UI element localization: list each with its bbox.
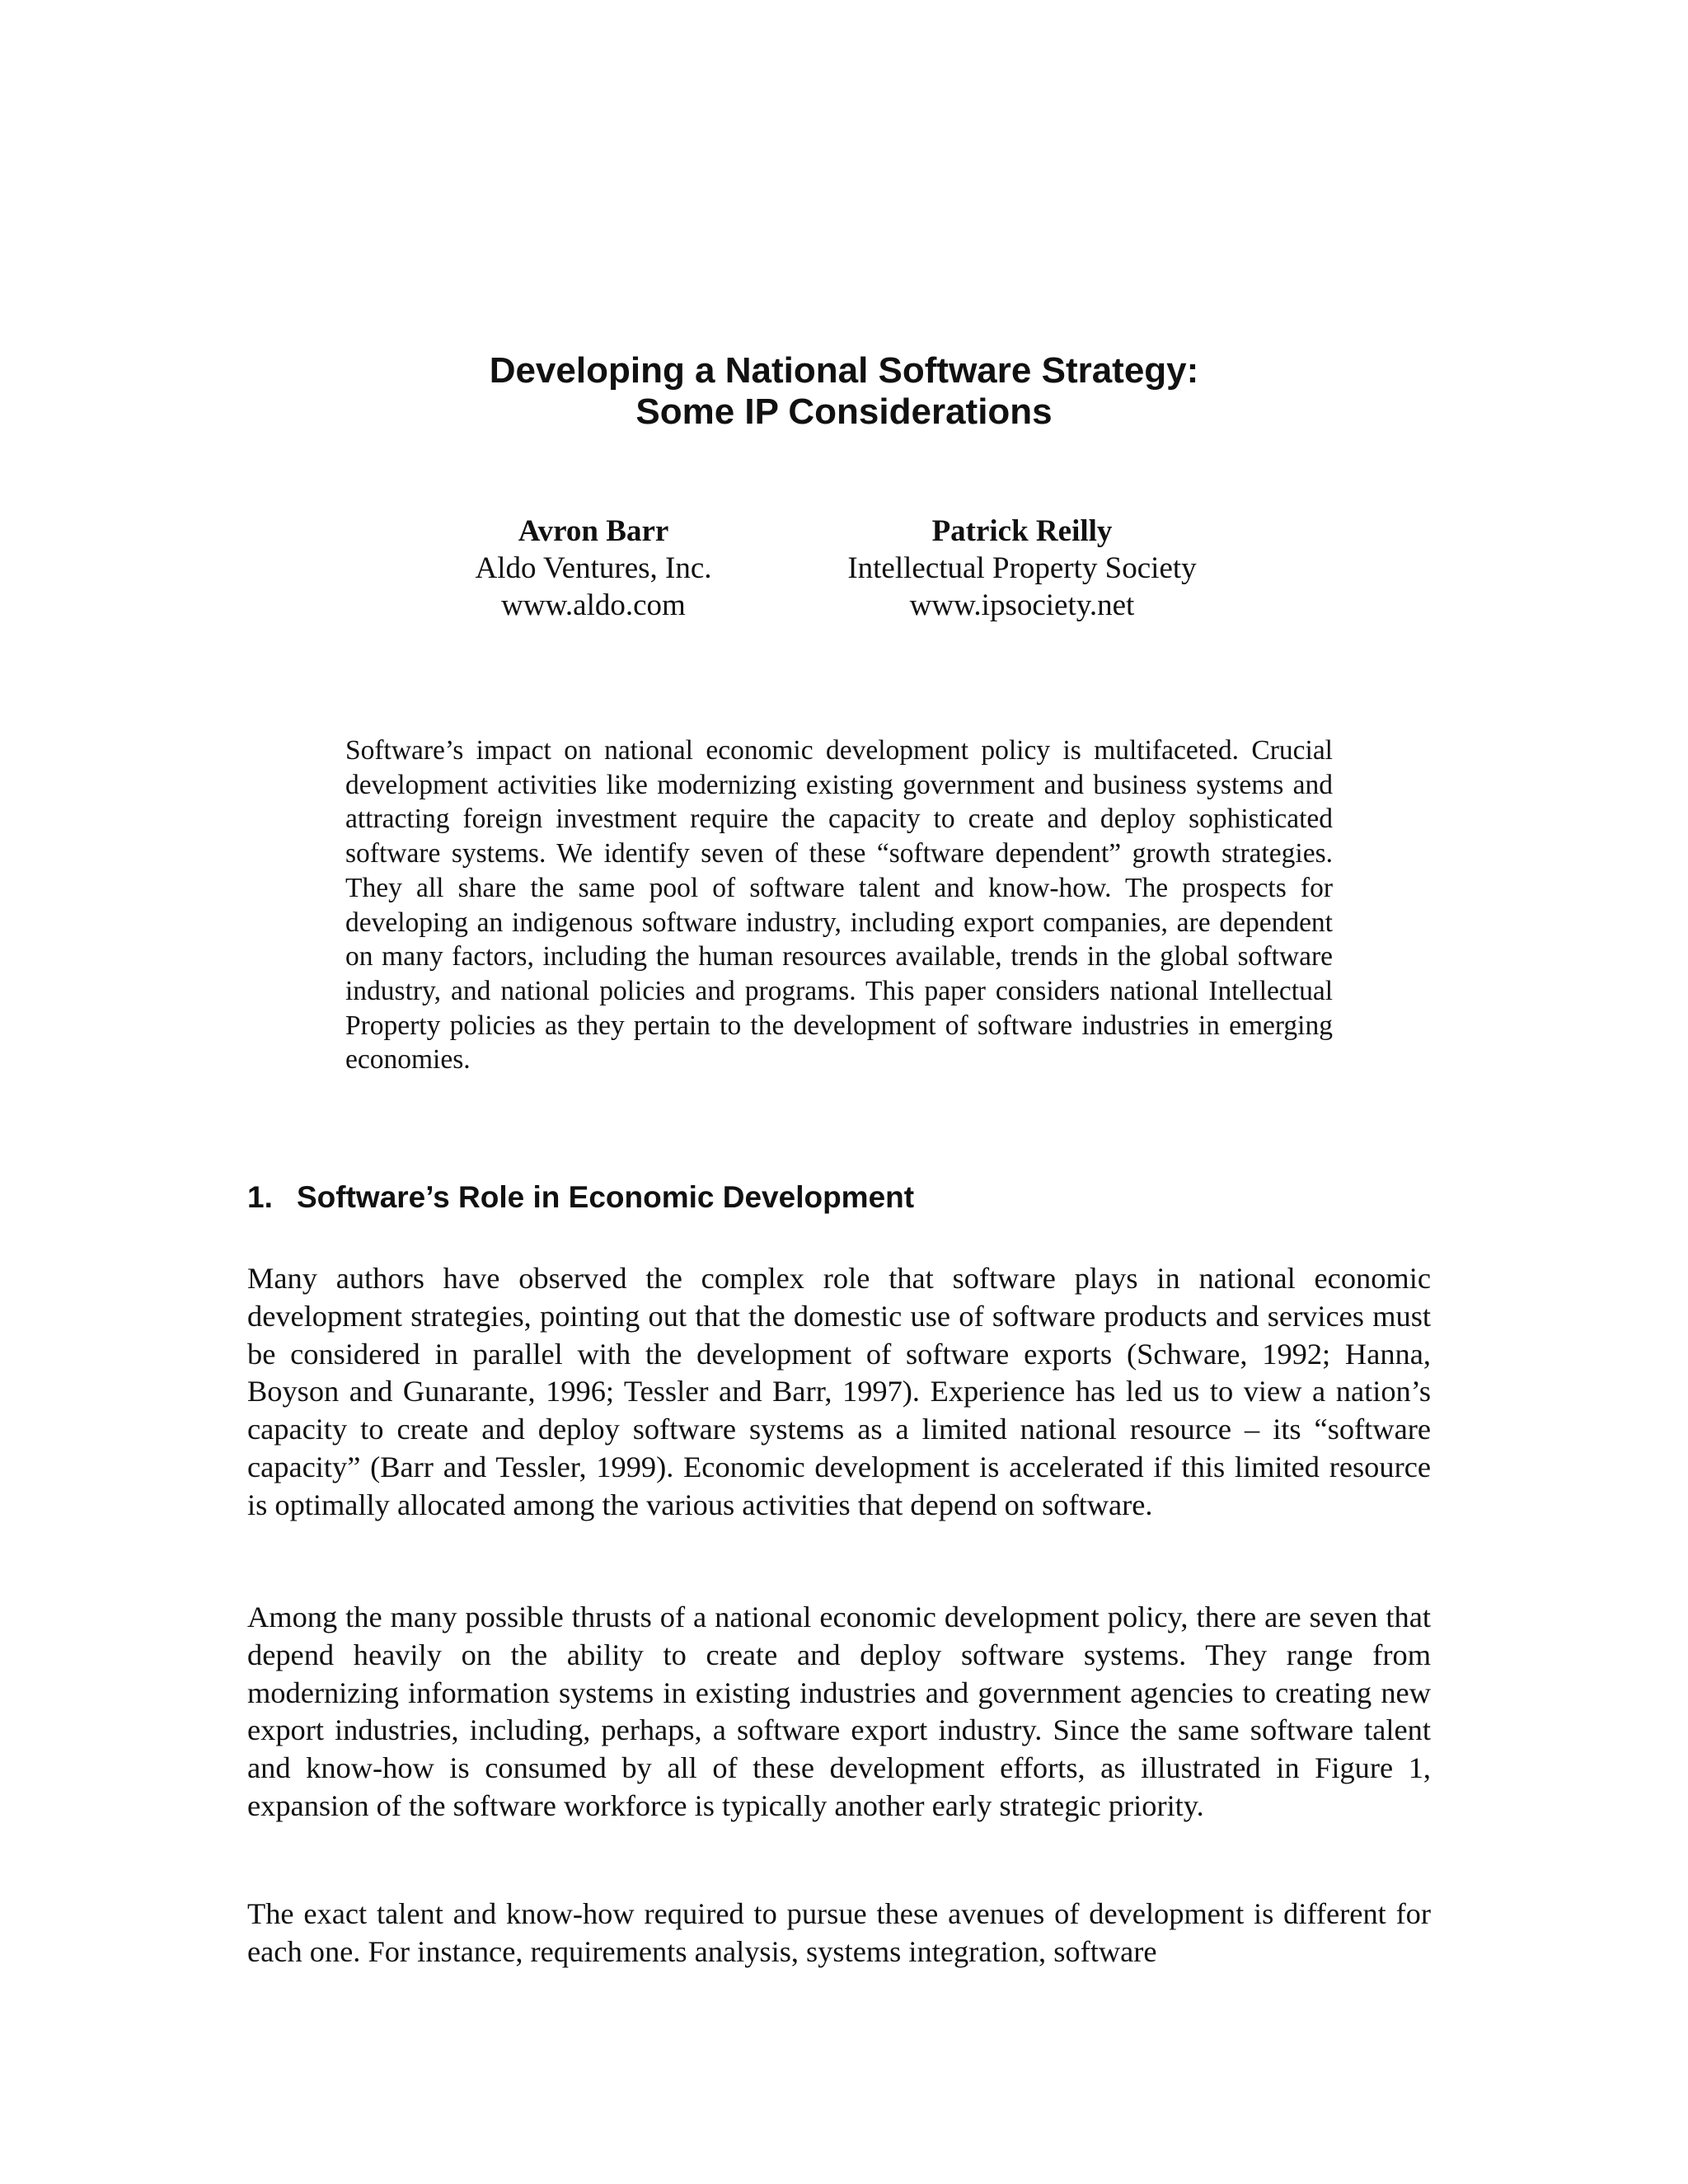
author-url: www.aldo.com	[501, 588, 686, 622]
paper-title	[0, 350, 1688, 433]
section-number: 1.	[247, 1180, 273, 1214]
author-block-1	[429, 513, 758, 624]
section-1-heading	[247, 1179, 914, 1216]
abstract: Software’s impact on national economic development policy is multifaceted. Crucial development activities like modernizing existing government and business systems and attracting foreign investment require the capacity to create and deploy sophisticated software systems. We identify seven of these “software dependent” growth strategies. They all share the same pool of software talent and know-how. The prospects for developing an indigenous software industry, including export companies, are dependent on many factors, including the human resources available, trends in the global software industry, and national policies and programs. This paper considers national Intellectual Property policies as they pertain to the development of software industries in emerging economies.	[345, 735, 1333, 1076]
author-affiliation: Intellectual Property Society	[847, 551, 1197, 585]
author-block-2	[816, 513, 1228, 624]
body-paragraph-1: Many authors have observed the complex role that software plays in national economic development strategies, pointing out that the domestic use of software products and services must be considered in parallel with the development of software exports (Schware, 1992; Hanna, Boyson and Gunarante, 1996; Tessler and Barr, 1997). Experience has led us to view a nation’s capacity to create and deploy software systems as a limited national resource – its “software capacity” (Barr and Tessler, 1999). Economic development is accelerated if this limited resource is optimally allocated among the various activities that depend on software.	[247, 1262, 1431, 1521]
paper-title-line-1: Developing a National Software Strategy:	[489, 350, 1199, 391]
body-paragraph-3: The exact talent and know-how required to pursue these avenues of development is different for each one. For instance, requirements analysis, systems integration, software	[247, 1897, 1431, 1968]
author-name: Patrick Reilly	[931, 514, 1113, 548]
author-url: www.ipsociety.net	[909, 588, 1135, 622]
section-title: Software’s Role in Economic Development	[297, 1180, 915, 1214]
paper-title-line-2: Some IP Considerations	[635, 391, 1053, 432]
author-name: Avron Barr	[518, 514, 669, 548]
author-affiliation: Aldo Ventures, Inc.	[475, 551, 712, 585]
body-paragraph-2: Among the many possible thrusts of a national economic development policy, there are seven that depend heavily on the ability to create and deploy software systems. They range from modernizing information systems in existing industries and government agencies to creating new export industries, including, perhaps, a software export industry. Since the same software talent and know-how is consumed by all of these development efforts, as illustrated in Figure 1, expansion of the software workforce is typically another early strategic priority.	[247, 1601, 1431, 1822]
